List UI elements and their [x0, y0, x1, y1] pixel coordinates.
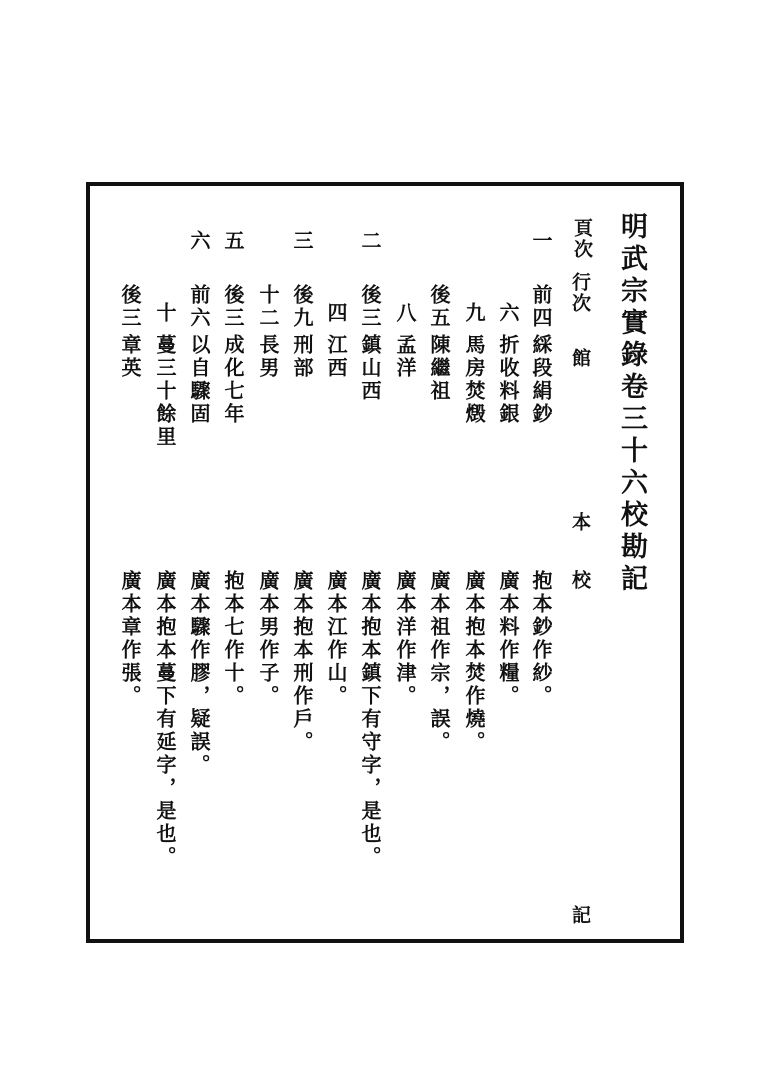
entry-line: 八	[393, 302, 417, 325]
entry-note: 抱本七作十。	[221, 570, 245, 708]
entry-line: 前四	[529, 284, 553, 330]
entry-line: 九	[462, 302, 486, 325]
entry-page: 二	[358, 230, 382, 253]
header-collation: 校	[569, 570, 591, 591]
entry-note: 抱本鈔作紗。	[529, 570, 553, 708]
entry-line: 十	[153, 302, 177, 325]
entry-text: 章英	[118, 334, 142, 380]
header-line-number: 行次	[569, 272, 591, 314]
entry-note: 廣本江作山。	[324, 570, 348, 708]
entry-note: 廣本驟作膠，疑誤。	[187, 570, 211, 777]
entry-page: 三	[290, 230, 314, 253]
entry-text: 鎮山西	[358, 334, 382, 403]
entry-note: 廣本章作張。	[118, 570, 142, 708]
entry-text: 孟洋	[393, 334, 417, 380]
entry-note: 廣本抱本焚作燒。	[462, 570, 486, 754]
entry-text: 馬房焚燬	[462, 334, 486, 426]
header-edition: 本	[569, 512, 591, 533]
entry-note: 廣本抱本鎮下有守字，是也。	[358, 570, 382, 869]
entry-note: 廣本料作糧。	[496, 570, 520, 708]
document-title: 明武宗實錄卷三十六校勘記	[616, 212, 647, 596]
entry-line: 四	[324, 302, 348, 325]
entry-text: 以自驟固	[187, 334, 211, 426]
entry-line: 六	[496, 302, 520, 325]
entry-page: 一	[529, 230, 553, 253]
entry-text: 蔓三十餘里	[153, 334, 177, 449]
entry-page: 六	[187, 230, 211, 253]
entry-text: 長男	[256, 334, 280, 380]
entry-page: 五	[221, 230, 245, 253]
entry-text: 折收料銀	[496, 334, 520, 426]
entry-text: 刑部	[290, 334, 314, 380]
entry-note: 廣本男作子。	[256, 570, 280, 708]
entry-line: 後三	[221, 284, 245, 330]
header-library: 館	[569, 348, 591, 369]
entry-line: 後三	[118, 284, 142, 330]
entry-text: 成化七年	[221, 334, 245, 426]
entry-note: 廣本抱本蔓下有延字，是也。	[153, 570, 177, 869]
entry-line: 後九	[290, 284, 314, 330]
entry-note: 廣本祖作宗，誤。	[427, 570, 451, 754]
entry-line: 前六	[187, 284, 211, 330]
entry-text: 陳繼祖	[427, 334, 451, 403]
entry-line: 後三	[358, 284, 382, 330]
entry-text: 江西	[324, 334, 348, 380]
entry-note: 廣本抱本刑作戶。	[290, 570, 314, 754]
entry-line: 十二	[256, 284, 280, 330]
entry-line: 後五	[427, 284, 451, 330]
entry-note: 廣本洋作津。	[393, 570, 417, 708]
header-page-number: 頁次	[571, 218, 593, 260]
header-notes: 記	[569, 905, 591, 926]
entry-text: 綵段絹鈔	[529, 334, 553, 426]
